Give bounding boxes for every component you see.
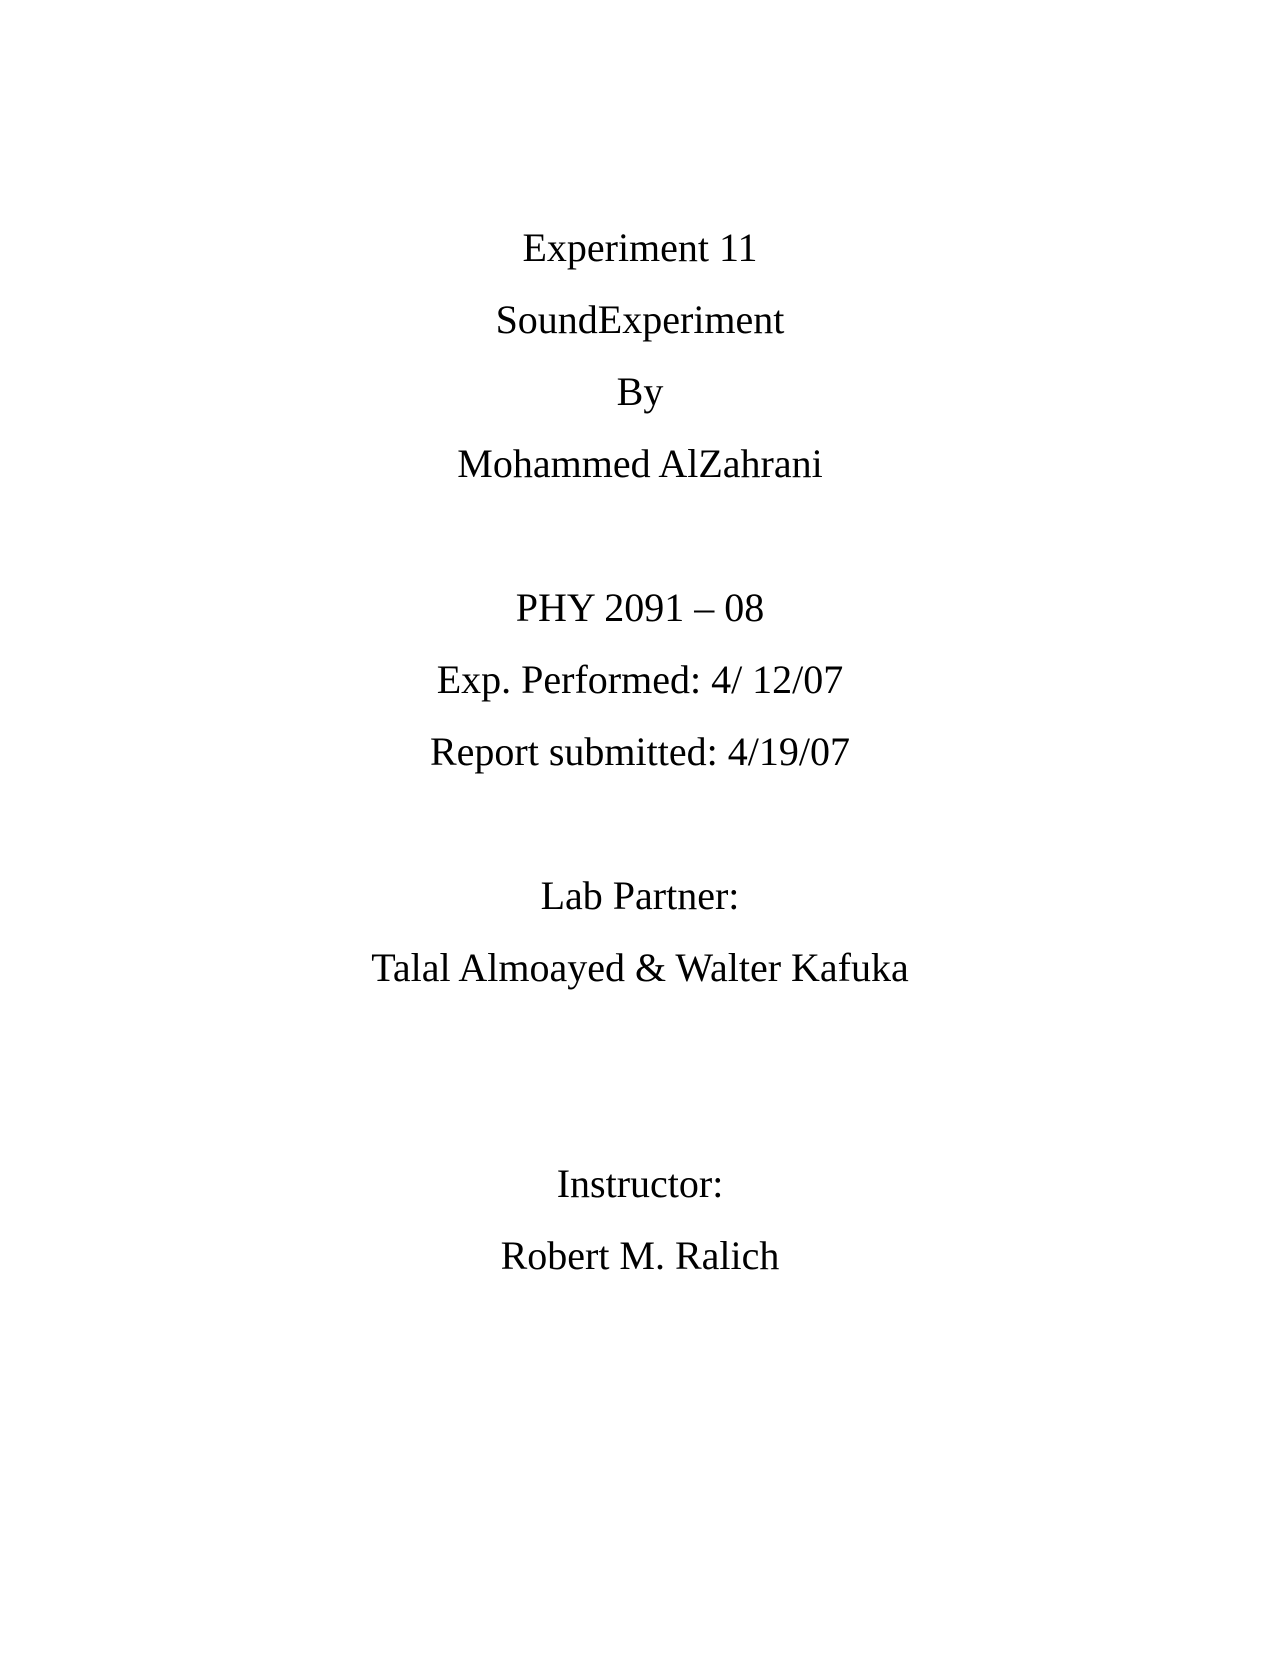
experiment-number: Experiment 11 [522, 225, 758, 270]
instructor-name: Robert M. Ralich [500, 1233, 780, 1278]
submitted-date: Report submitted: 4/19/07 [430, 729, 850, 774]
lab-partner-names: Talal Almoayed & Walter Kafuka [371, 945, 909, 990]
performed-date: Exp. Performed: 4/ 12/07 [436, 657, 844, 702]
experiment-name: SoundExperiment [495, 297, 785, 342]
course-code: PHY 2091 – 08 [515, 585, 765, 630]
lab-partner-label: Lab Partner: [540, 873, 740, 918]
instructor-label: Instructor: [556, 1161, 724, 1206]
author-name: Mohammed AlZahrani [457, 441, 823, 486]
by-label: By [616, 369, 664, 414]
